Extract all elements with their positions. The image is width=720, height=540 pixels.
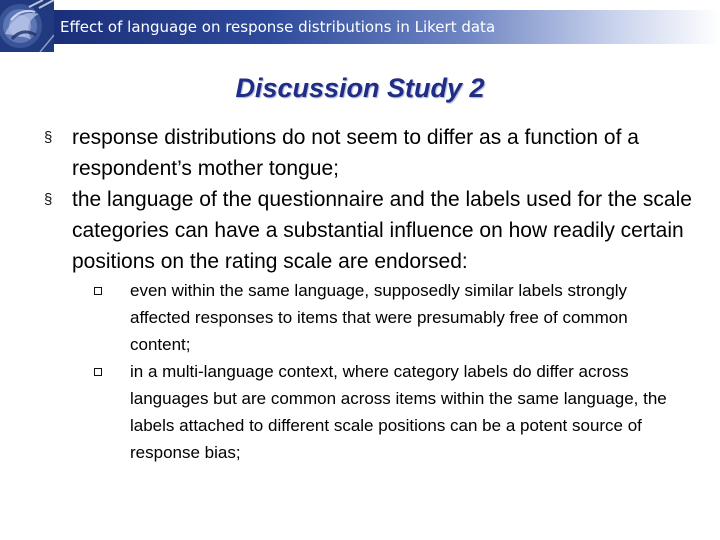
hollow-square-bullet-icon — [94, 287, 102, 295]
bullet-text: the language of the questionnaire and the labels used for the scale categories can have a substantial influence on how readily certain positions on the rating scale are endorsed: — [72, 188, 692, 273]
square-bullet-icon: § — [44, 191, 53, 208]
subbullet-item — [94, 358, 672, 466]
square-bullet-icon: § — [44, 129, 53, 146]
bullet-item — [44, 184, 694, 466]
slide-title: Discussion Study 2 — [235, 73, 485, 103]
bullet-item — [44, 122, 694, 184]
subbullet-text: in a multi-language context, where category labels do differ across languages but are common across items within the same language, the labels attached to different scale positions can be a potent source of response bias; — [130, 362, 667, 462]
subbullet-text: even within the same language, supposedly similar labels strongly affected responses to items that were presumably free of common content; — [130, 281, 628, 354]
header-bar — [0, 0, 720, 52]
hollow-square-bullet-icon — [94, 368, 102, 376]
bullet-list — [44, 122, 694, 466]
subbullet-list — [94, 277, 672, 466]
header-title: Effect of language on response distributions in Likert data — [60, 18, 496, 36]
subbullet-item — [94, 277, 672, 358]
university-seal-icon — [0, 0, 54, 52]
bullet-text: response distributions do not seem to differ as a function of a respondent’s mother tongue; — [72, 126, 639, 180]
